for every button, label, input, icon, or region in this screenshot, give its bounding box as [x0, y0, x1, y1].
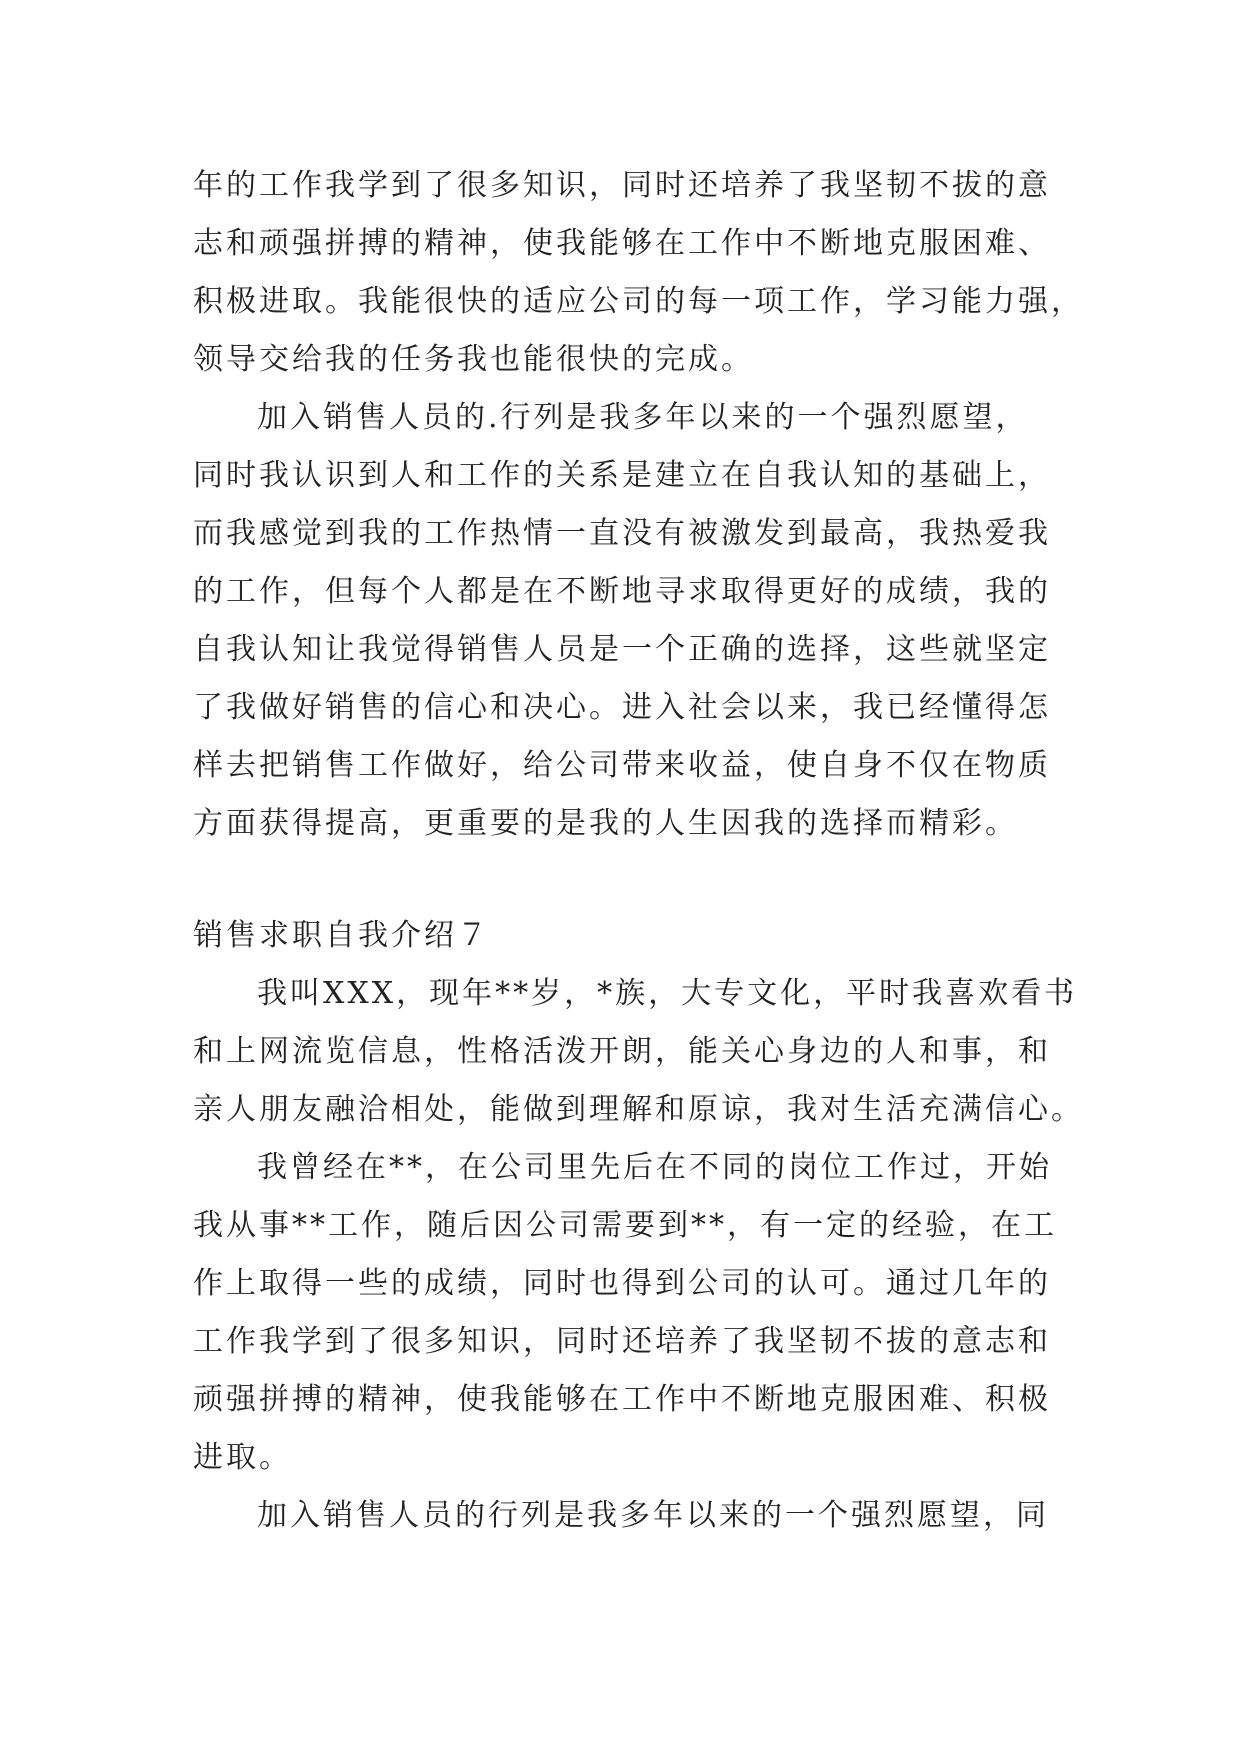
- text-line: 自我认知让我觉得销售人员是一个正确的选择，这些就坚定: [193, 632, 1051, 667]
- text-line: 样去把销售工作做好，给公司带来收益，使自身不仅在物质: [193, 748, 1051, 783]
- text-line: 积极进取。我能很快的适应公司的每一项工作，学习能力强，: [193, 284, 1084, 319]
- text-line: 作上取得一些的成绩，同时也得到公司的认可。通过几年的: [193, 1266, 1051, 1301]
- text-line: 我从事**工作，随后因公司需要到**，有一定的经验，在工: [193, 1208, 1057, 1243]
- text-line: 方面获得提高，更重要的是我的人生因我的选择而精彩。: [193, 806, 1018, 841]
- paragraph-first-line: 加入销售人员的行列是我多年以来的一个强烈愿望，同: [257, 1498, 1049, 1533]
- text-line: 领导交给我的任务我也能很快的完成。: [193, 342, 754, 377]
- paragraph-first-line: 加入销售人员的.行列是我多年以来的一个强烈愿望，: [257, 400, 1029, 435]
- text-line: 而我感觉到我的工作热情一直没有被激发到最高，我热爱我: [193, 516, 1051, 551]
- section-heading: 销售求职自我介绍７: [193, 918, 490, 953]
- text-line: 亲人朋友融洽相处，能做到理解和原谅，我对生活充满信心。: [193, 1092, 1084, 1127]
- text-line: 志和顽强拼搏的精神，使我能够在工作中不断地克服困难、: [193, 226, 1051, 261]
- text-line: 了我做好销售的信心和决心。进入社会以来，我已经懂得怎: [193, 690, 1051, 725]
- text-line: 和上网流览信息，性格活泼开朗，能关心身边的人和事，和: [193, 1034, 1051, 1069]
- text-line: 进取。: [193, 1440, 292, 1475]
- text-line: 工作我学到了很多知识，同时还培养了我坚韧不拔的意志和: [193, 1324, 1051, 1359]
- text-line: 的工作，但每个人都是在不断地寻求取得更好的成绩，我的: [193, 574, 1051, 609]
- text-line: 同时我认识到人和工作的关系是建立在自我认知的基础上，: [193, 458, 1051, 493]
- text-line: 年的工作我学到了很多知识，同时还培养了我坚韧不拔的意: [193, 168, 1051, 203]
- paragraph-first-line: 我叫XXX，现年**岁，*族，大专文化，平时我喜欢看书: [257, 976, 1078, 1011]
- paragraph-first-line: 我曾经在**，在公司里先后在不同的岗位工作过，开始: [257, 1150, 1052, 1185]
- text-line: 顽强拼搏的精神，使我能够在工作中不断地克服困难、积极: [193, 1382, 1051, 1417]
